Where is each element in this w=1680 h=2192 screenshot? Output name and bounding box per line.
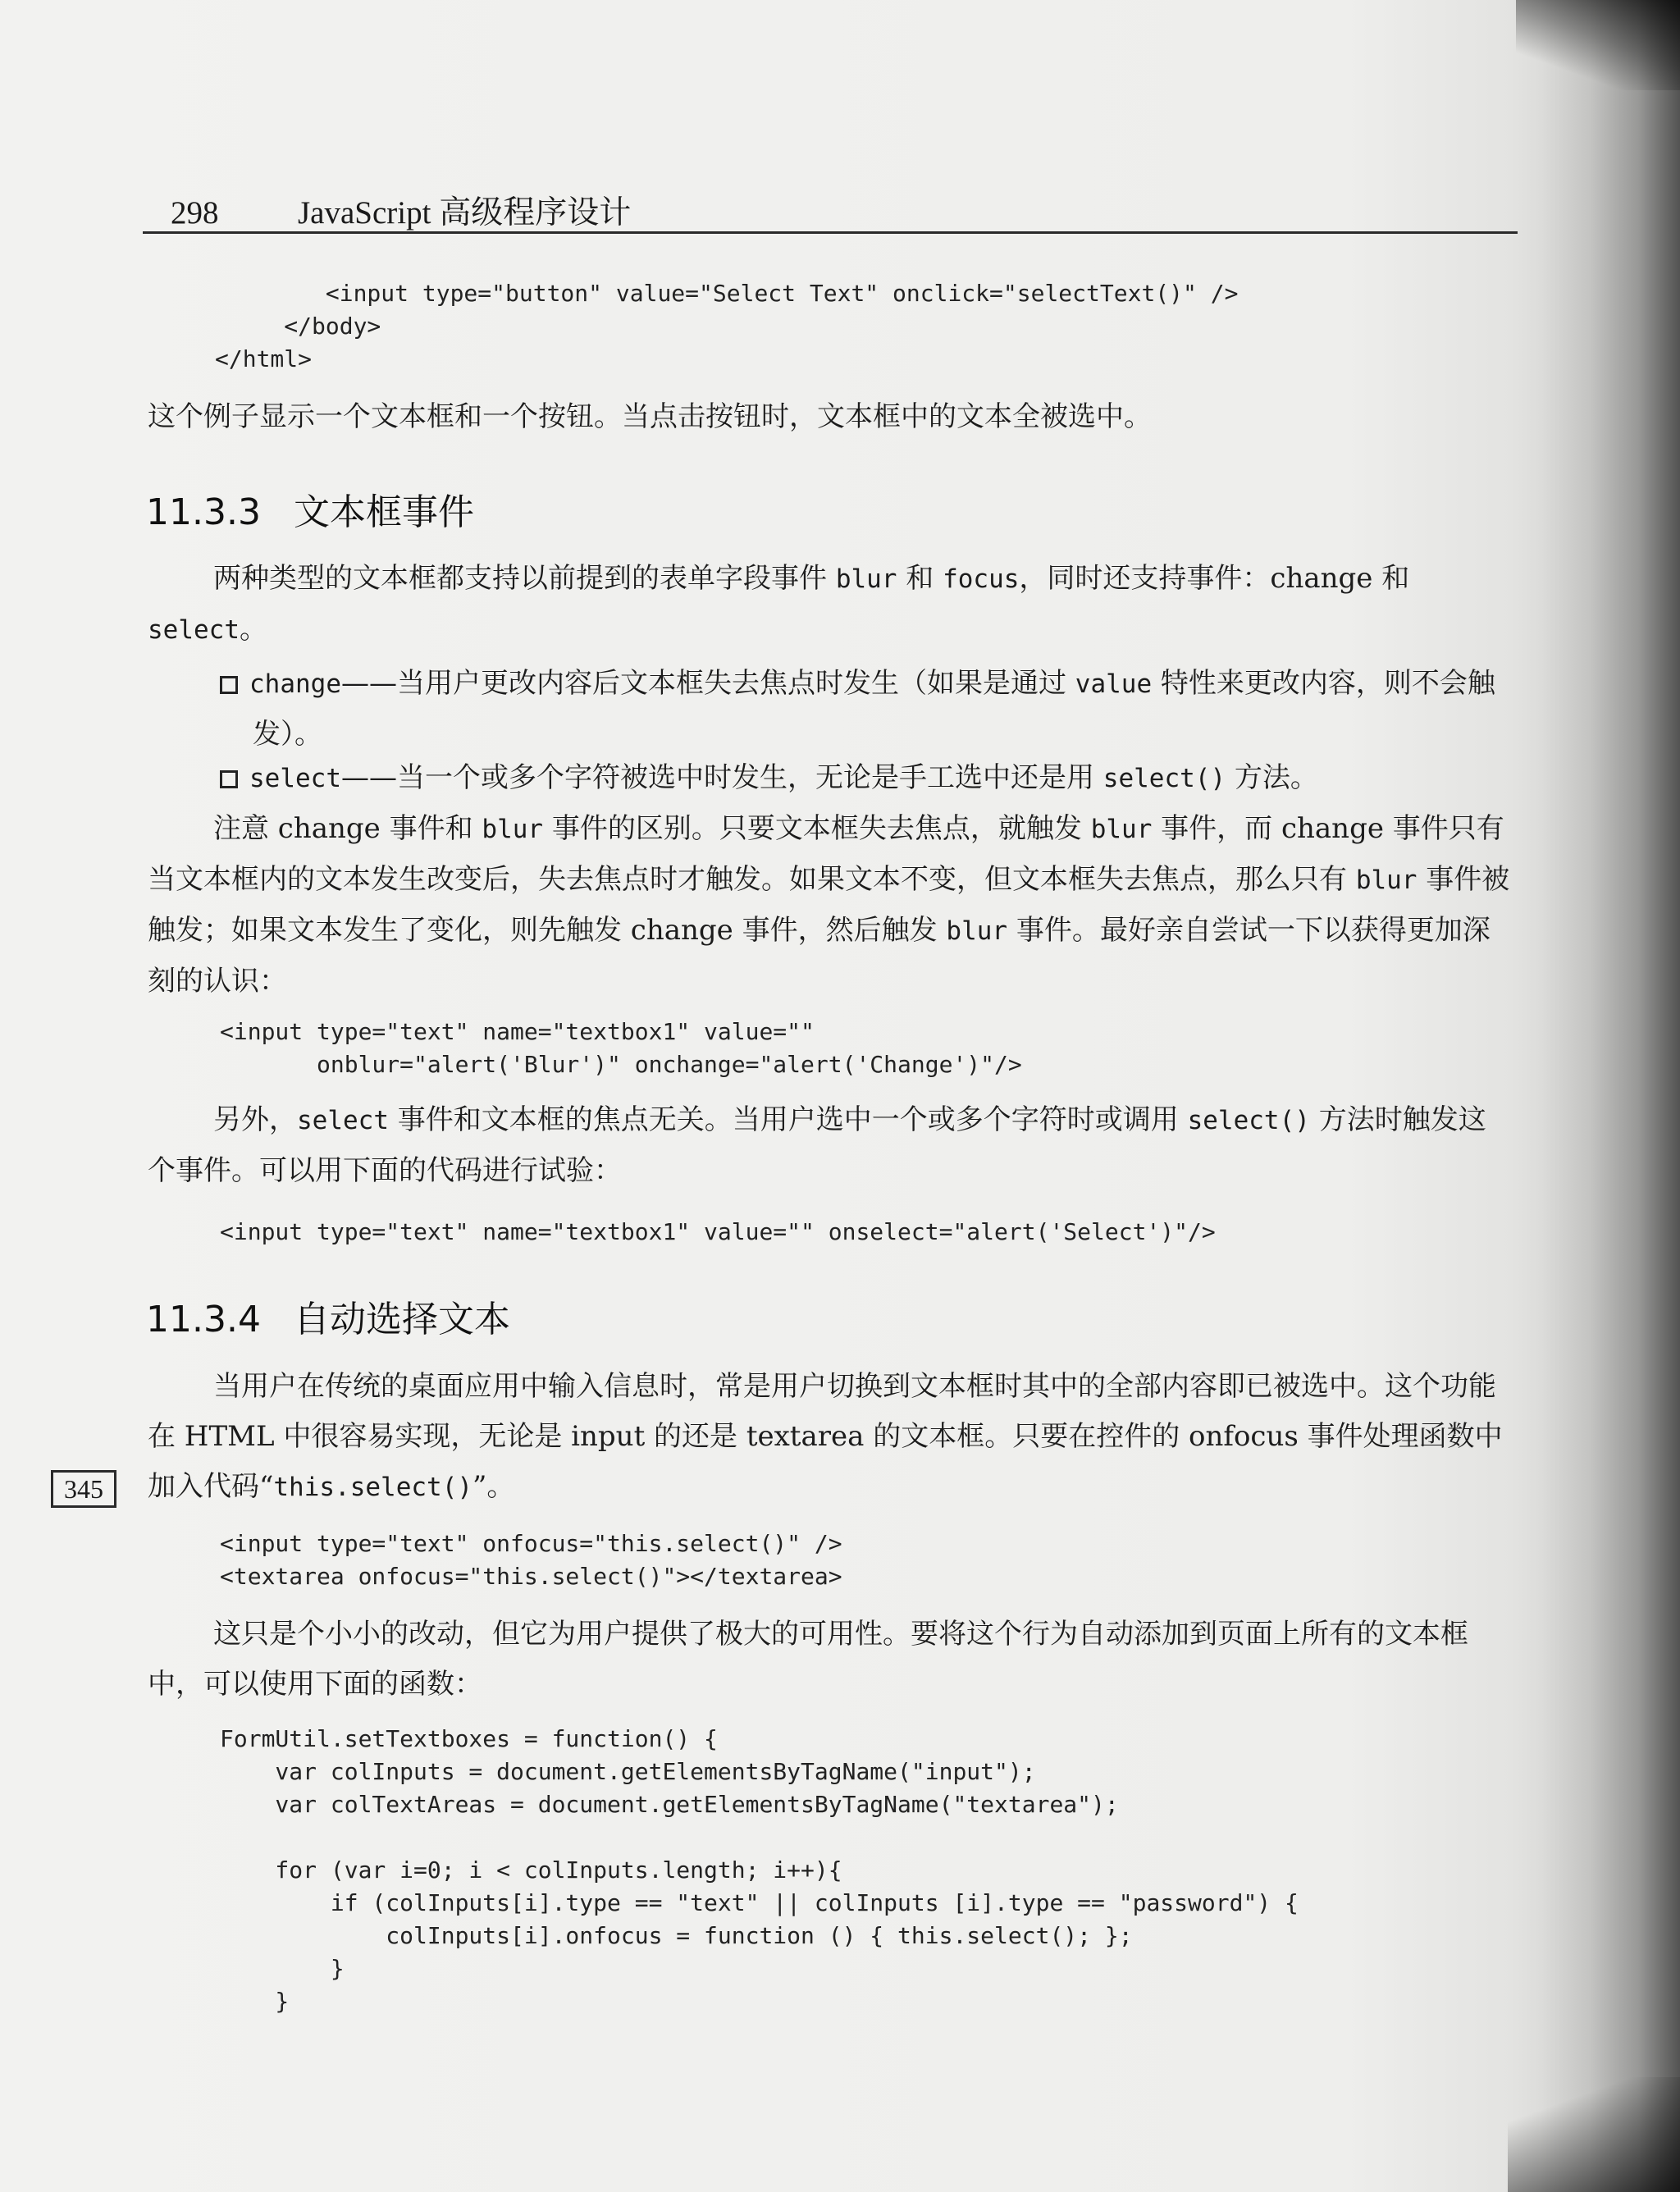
text-run: 当用户在传统的桌面应用中输入信息时，常是用户切换到文本框时其中的全部内容即已被选中。这个功能在 HTML 中很容易实现，无论是 input 的还是 textarea 的文本框。只要在控件的 onfocus 事件处理函数中加入代码“	[148, 1370, 1503, 1503]
paragraph-auto-select	[148, 1362, 1513, 1513]
header-rule	[143, 231, 1518, 234]
code-inline: select	[148, 615, 240, 645]
text-run: ——当用户更改内容后文本框失去焦点时发生（如果是通过	[340, 667, 1075, 700]
code-inline: value	[1075, 669, 1153, 699]
code-inline: blur	[482, 815, 544, 844]
section-heading-11-3-3	[146, 482, 474, 535]
text-run: 方法时触发这个事件。可以用下面的代码进行试验：	[148, 1103, 1486, 1187]
paragraph-events	[148, 554, 1513, 655]
spine-shadow-top	[1516, 0, 1680, 90]
checkbox-bullet-icon	[220, 770, 238, 788]
code-inline: select()	[1102, 764, 1226, 793]
bullet-change	[220, 659, 1549, 760]
code-block-function: FormUtil.setTextboxes = function() { var colInputs = document.getElementsByTagName("input"); var colTextAreas = document.getElementsByTagName("textarea"); for (var i=0; i < colInputs.length; i++){ if (colInputs[i].type == "text" || colInputs [i].type == "password") { colInputs[i].onfocus = function () { this.select(); }; } }	[220, 1725, 1299, 2015]
text-run: 事件的区别。只要文本框失去焦点，就触发	[543, 812, 1091, 845]
paragraph-note	[148, 804, 1513, 1007]
text-run: 方法。	[1226, 761, 1318, 794]
code-inline: select()	[1187, 1106, 1310, 1135]
code-inline: change	[249, 669, 341, 699]
checkbox-bullet-icon	[220, 676, 238, 694]
text-run: 事件。最好亲自尝试一下以获得更加深刻的认识：	[148, 914, 1491, 998]
text-run: 注意 change 事件和	[213, 812, 482, 845]
text-run: ，同时还支持事件：change 和	[1019, 562, 1410, 595]
text-run: 特性来更改内容，则不会触发）。	[253, 667, 1495, 751]
text-run: ——当一个或多个字符被选中时发生，无论是手工选中还是用	[340, 761, 1103, 794]
text-run: 事件被触发；如果文本发生了变化，则先触发 change 事件，然后触发	[148, 863, 1510, 947]
text-run: 事件，而 change 事件只有当文本框内的文本发生改变后，失去焦点时才触发。如果文本不变，但文本框失去焦点，那么只有	[148, 812, 1504, 896]
code-inline: blur	[946, 916, 1008, 946]
code-inline: blur	[1090, 815, 1153, 844]
spine-shadow-bottom	[1508, 2077, 1680, 2192]
section-title: 文本框事件	[294, 491, 474, 533]
section-number: 11.3.3	[146, 491, 261, 533]
code-inline: focus	[943, 564, 1020, 594]
paragraph-small-change: 这只是个小小的改动，但它为用户提供了极大的可用性。要将这个行为自动添加到页面上所有的文本框中，可以使用下面的函数：	[148, 1618, 1468, 1701]
spine-shadow	[1541, 0, 1680, 2192]
code-block-select: <input type="text" name="textbox1" value="" onselect="alert('Select')"/>	[220, 1218, 1216, 1245]
bullet-select	[220, 753, 1549, 804]
code-inline: select	[297, 1106, 389, 1135]
section-number: 11.3.4	[146, 1299, 261, 1340]
code-block-focus: <input type="text" onfocus="this.select()" /> <textarea onfocus="this.select()"></textarea>	[220, 1530, 842, 1590]
code-inline: blur	[835, 564, 897, 594]
text-run: 事件和文本框的焦点无关。当用户选中一个或多个字符时或调用	[388, 1103, 1188, 1136]
text-run: 两种类型的文本框都支持以前提到的表单字段事件	[213, 562, 836, 595]
section-title: 自动选择文本	[294, 1299, 510, 1340]
text-run: 另外，	[213, 1103, 297, 1136]
section-heading-11-3-4	[146, 1290, 510, 1342]
code-inline: select	[249, 764, 341, 793]
text-run: ”。	[472, 1470, 515, 1503]
text-run: 。	[239, 613, 267, 646]
margin-page-reference: 345	[51, 1470, 116, 1508]
code-inline: blur	[1355, 865, 1418, 895]
paragraph-select	[148, 1095, 1513, 1196]
code-block-blur: <input type="text" name="textbox1" value="" onblur="alert('Blur')" onchange="alert('Change')"/>	[220, 1018, 1022, 1078]
book-title: JavaScript 高级程序设计	[298, 195, 632, 231]
code-inline: this.select()	[273, 1473, 473, 1502]
code-block-top: <input type="button" value="Select Text" onclick="selectText()" /> </body> </html>	[215, 280, 1239, 372]
running-header	[171, 187, 631, 233]
text-run: 和	[897, 562, 943, 595]
paragraph-example: 这个例子显示一个文本框和一个按钮。当点击按钮时，文本框中的文本全被选中。	[148, 400, 1152, 433]
page-number: 298	[171, 195, 219, 231]
